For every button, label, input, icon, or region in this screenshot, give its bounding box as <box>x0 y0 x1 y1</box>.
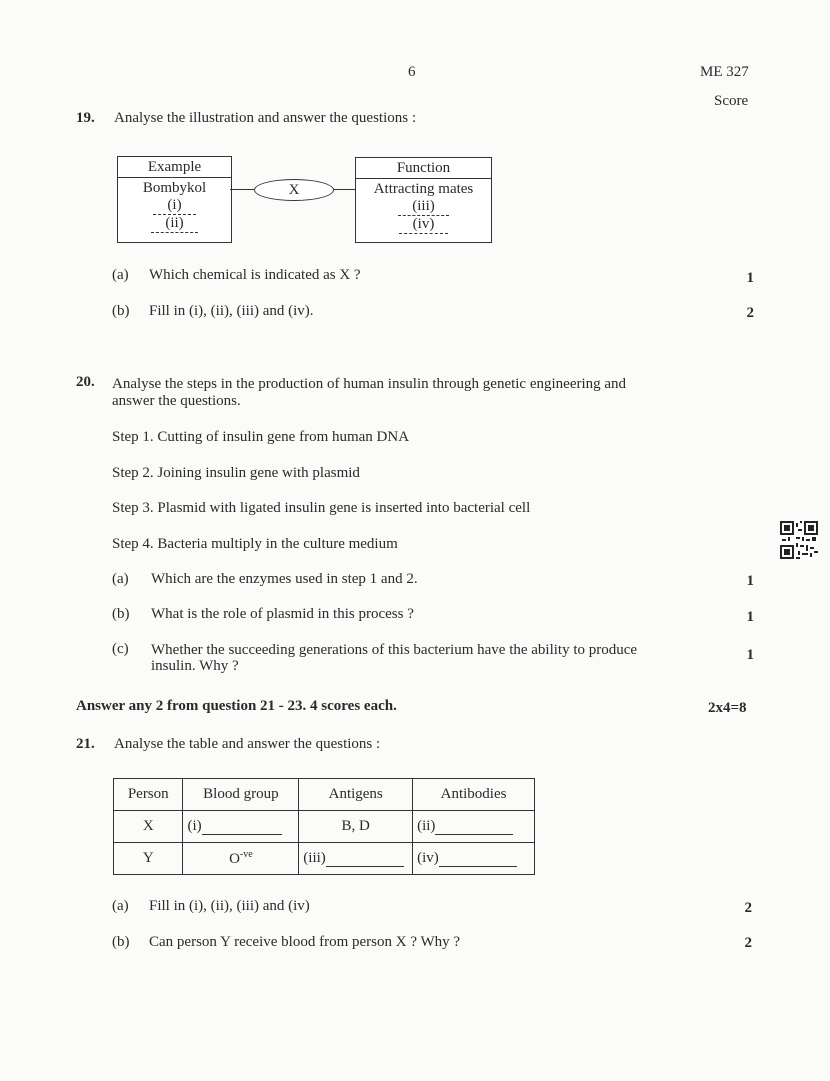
cell-person-x: X <box>114 811 183 843</box>
paper-code: ME 327 <box>700 64 749 80</box>
q19b-text: Fill in (i), (ii), (iii) and (iv). <box>149 303 314 319</box>
q20a-label: (a) <box>112 571 129 587</box>
q20b-label: (b) <box>112 606 130 622</box>
q20c-text-line1: Whether the succeeding generations of this bacterium have the ability to produce <box>151 642 638 658</box>
q19b-score: 2 <box>746 305 754 321</box>
example-box <box>117 156 232 243</box>
table-row <box>114 811 535 843</box>
q21a-score: 2 <box>744 900 752 916</box>
blank-label-iv: (iv) <box>417 850 439 866</box>
q20b-text: What is the role of plasmid in this process ? <box>151 606 414 622</box>
blank-label-i: (i) <box>187 818 202 834</box>
function-header: Function <box>356 158 491 179</box>
connector-left <box>230 189 254 190</box>
q20-step-1: Step 1. Cutting of insulin gene from human DNA <box>112 429 410 445</box>
cell-person-y: Y <box>114 843 183 875</box>
q20c-label: (c) <box>112 641 129 657</box>
q19-number: 19. <box>76 110 95 126</box>
example-item: Bombykol <box>142 180 207 196</box>
function-item: Attracting mates <box>373 181 474 197</box>
blank-iii: (iii) <box>398 198 449 216</box>
x-oval: X <box>254 179 334 201</box>
table-row <box>114 843 535 875</box>
blood-group-o: O <box>229 851 240 867</box>
cell-antibodies-y <box>413 843 535 875</box>
blank-line <box>435 821 513 835</box>
score-column-label: Score <box>714 93 749 109</box>
q21a-text: Fill in (i), (ii), (iii) and (iv) <box>149 898 310 914</box>
q20-text-line2: answer the questions. <box>112 393 241 409</box>
q19a-label: (a) <box>112 267 129 283</box>
q20c-text-line2: insulin. Why ? <box>151 658 239 674</box>
q19a-score: 1 <box>746 270 754 286</box>
cell-blood-group-y <box>183 843 299 875</box>
q19a-text: Which chemical is indicated as X ? <box>149 267 361 283</box>
blank-label-ii: (ii) <box>417 818 436 834</box>
header-person: Person <box>114 779 183 811</box>
q20-number: 20. <box>76 374 95 390</box>
q21-text: Analyse the table and answer the questions : <box>114 736 381 752</box>
blank-line <box>439 853 517 867</box>
q20-step-3: Step 3. Plasmid with ligated insulin gene is inserted into bacterial cell <box>112 500 531 516</box>
q21a-label: (a) <box>112 898 129 914</box>
q21b-score: 2 <box>744 935 752 951</box>
q20-step-2: Step 2. Joining insulin gene with plasmid <box>112 465 360 481</box>
blank-iv: (iv) <box>399 216 449 234</box>
q21-number: 21. <box>76 736 95 752</box>
section-instruction: Answer any 2 from question 21 - 23. 4 scores each. <box>76 698 397 714</box>
q21b-label: (b) <box>112 934 130 950</box>
header-antigens: Antigens <box>299 779 413 811</box>
cell-antibodies-x <box>413 811 535 843</box>
blank-line <box>202 821 282 835</box>
q20a-score: 1 <box>746 573 754 589</box>
q20b-score: 1 <box>746 609 754 625</box>
blood-group-table <box>113 778 535 875</box>
cell-antigens-y <box>299 843 413 875</box>
qr-code-icon <box>780 521 818 559</box>
table-header-row <box>114 779 535 811</box>
q20c-score: 1 <box>746 647 754 663</box>
blank-line <box>326 853 404 867</box>
example-header: Example <box>118 157 231 178</box>
cell-antigens-x: B, D <box>299 811 413 843</box>
q19-text: Analyse the illustration and answer the questions : <box>114 110 417 126</box>
connector-right <box>333 189 355 190</box>
blank-ii: (ii) <box>151 215 197 233</box>
page-number: 6 <box>408 64 416 80</box>
cell-blood-group-x <box>183 811 299 843</box>
q20a-text: Which are the enzymes used in step 1 and 2. <box>151 571 418 587</box>
blank-label-iii: (iii) <box>303 850 326 866</box>
header-blood-group: Blood group <box>183 779 299 811</box>
q20-text-line1: Analyse the steps in the production of human insulin through genetic engineering and <box>112 376 627 392</box>
function-box <box>355 157 492 243</box>
q21b-text: Can person Y receive blood from person X ? Why ? <box>149 934 461 950</box>
header-antibodies: Antibodies <box>413 779 535 811</box>
rh-negative-superscript: -ve <box>239 849 253 860</box>
q19b-label: (b) <box>112 303 130 319</box>
section-score: 2x4=8 <box>708 700 747 716</box>
blank-i: (i) <box>153 197 195 215</box>
q20-step-4: Step 4. Bacteria multiply in the culture medium <box>112 536 398 552</box>
